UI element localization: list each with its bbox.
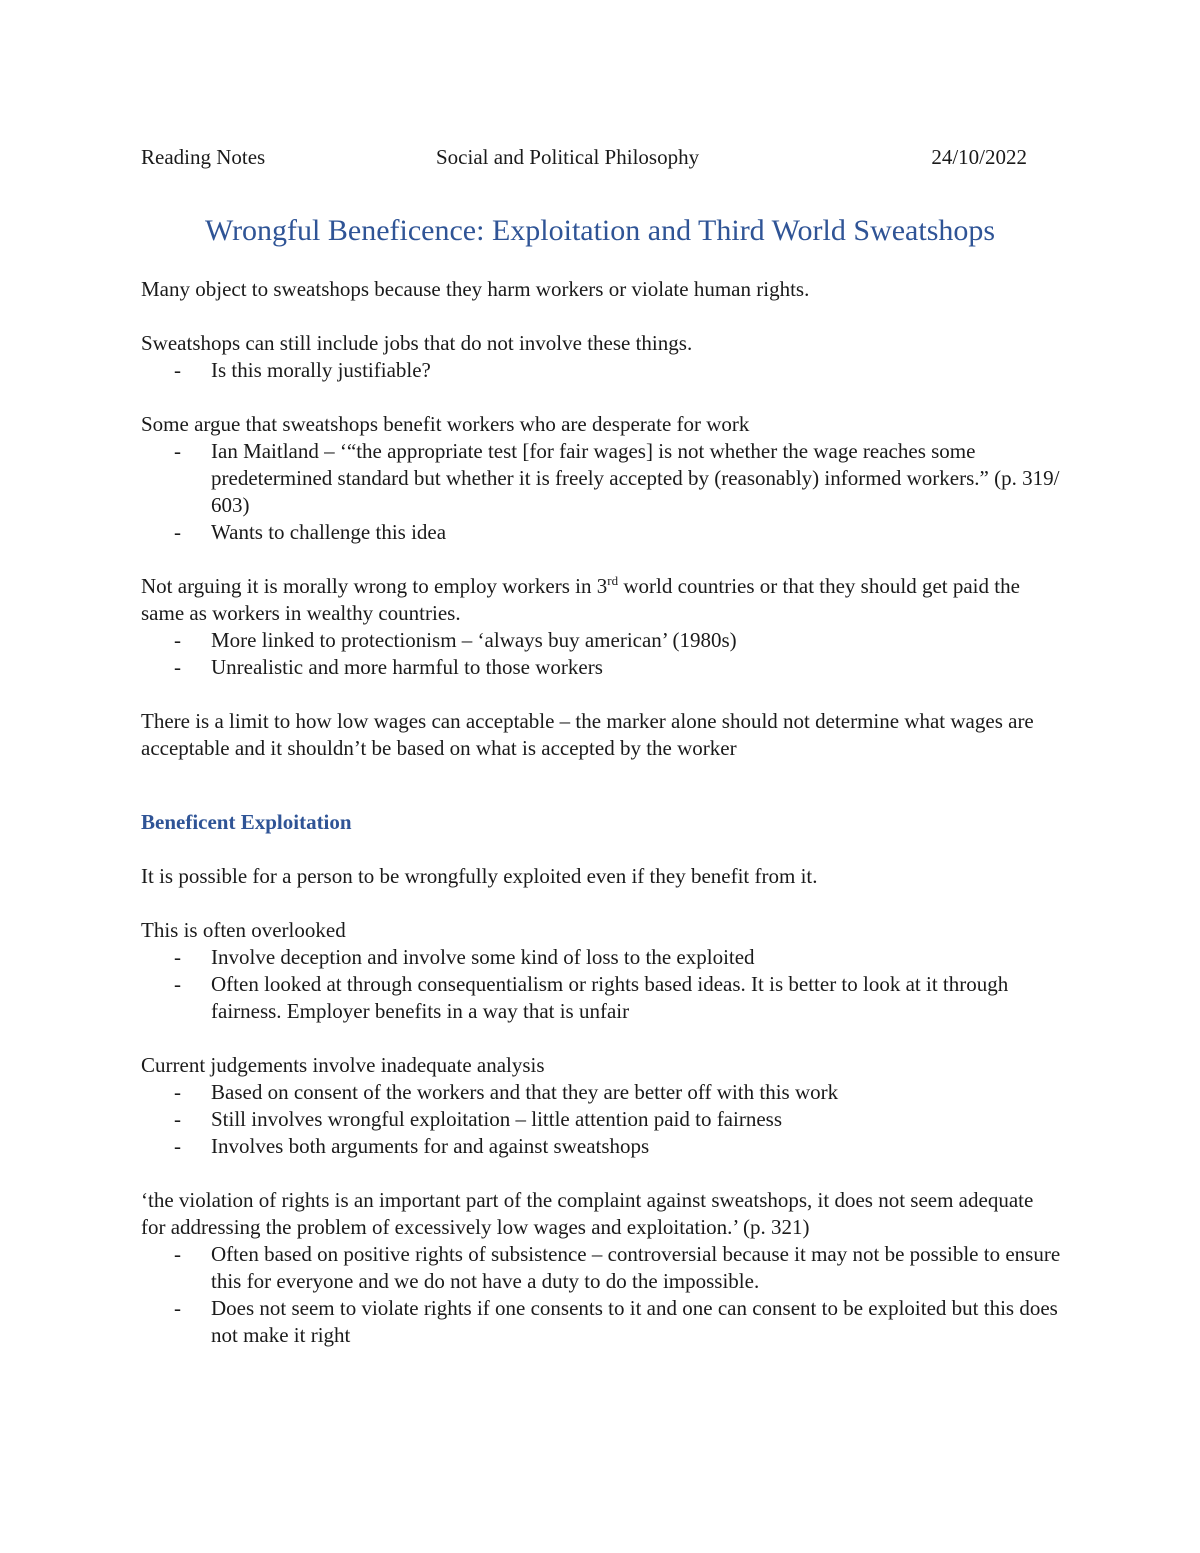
- paragraph-2: Sweatshops can still include jobs that do not involve these things.: [141, 331, 693, 355]
- document-body: [141, 276, 1061, 1349]
- list-8: [141, 1079, 1061, 1160]
- dash-bullet: -: [174, 1134, 181, 1158]
- dash-bullet: -: [174, 520, 181, 544]
- list-2: [141, 357, 1061, 384]
- list-item: - Based on consent of the workers and that they are better off with this work: [174, 1080, 839, 1104]
- list-item: - Wants to challenge this idea: [174, 520, 447, 544]
- list-item: - Does not seem to violate rights if one consents to it and one can consent to be exploited but this does not make it right: [174, 1296, 1058, 1347]
- paragraph-7: This is often overlooked: [141, 918, 346, 942]
- list-item: - Is this morally justifiable?: [174, 358, 431, 382]
- dash-bullet: -: [174, 945, 181, 969]
- dash-bullet: -: [174, 655, 181, 679]
- dash-bullet: -: [174, 1080, 181, 1104]
- document-header: [141, 142, 1027, 172]
- list-item: - Ian Maitland – ‘“the appropriate test [for fair wages] is not whether the wage reaches some predetermined standard but whether it is freely accepted by (reasonably) informed workers.” (p. 319/ 603): [174, 439, 1060, 517]
- header-center: Social and Political Philosophy: [436, 145, 700, 169]
- list-item: - Often based on positive rights of subsistence – controversial because it may not be possible to ensure this for everyone and we do not have a duty to do the impossible.: [174, 1242, 1061, 1293]
- list-item: - Still involves wrongful exploitation – little attention paid to fairness: [174, 1107, 782, 1131]
- section-heading: Beneficent Exploitation: [141, 810, 352, 834]
- dash-bullet: -: [174, 1242, 181, 1266]
- header-date: 24/10/2022: [931, 145, 1027, 169]
- paragraph-8: Current judgements involve inadequate analysis: [141, 1053, 545, 1077]
- paragraph-5: There is a limit to how low wages can acceptable – the marker alone should not determine what wages are acceptable and it shouldn’t be based on what is accepted by the worker: [141, 709, 1034, 760]
- dash-bullet: -: [174, 439, 181, 463]
- list-item: - Unrealistic and more harmful to those workers: [174, 655, 603, 679]
- dash-bullet: -: [174, 358, 181, 382]
- list-7: [141, 944, 1061, 1025]
- dash-bullet: -: [174, 628, 181, 652]
- paragraph-4: Not arguing it is morally wrong to employ workers in 3rd world countries or that they should get paid the same as workers in wealthy countries.: [141, 573, 1020, 625]
- paragraph-1: Many object to sweatshops because they harm workers or violate human rights.: [141, 277, 810, 301]
- list-item: - More linked to protectionism – ‘always buy american’ (1980s): [174, 628, 737, 652]
- paragraph-6: It is possible for a person to be wrongfully exploited even if they benefit from it.: [141, 864, 818, 888]
- list-item: - Often looked at through consequentialism or rights based ideas. It is better to look at it through fairness. Employer benefits in a way that is unfair: [174, 972, 1009, 1023]
- header-left: Reading Notes: [141, 145, 266, 169]
- dash-bullet: -: [174, 1296, 181, 1320]
- list-item: - Involve deception and involve some kind of loss to the exploited: [174, 945, 755, 969]
- list-3: [141, 438, 1061, 546]
- document-title: Wrongful Beneficence: Exploitation and Third World Sweatshops: [204, 214, 996, 247]
- list-9: [141, 1241, 1061, 1349]
- dash-bullet: -: [174, 1107, 181, 1131]
- paragraph-3: Some argue that sweatshops benefit workers who are desperate for work: [141, 412, 750, 436]
- list-item: - Involves both arguments for and against sweatshops: [174, 1134, 650, 1158]
- list-4: [141, 627, 1061, 681]
- paragraph-9-quote: ‘the violation of rights is an important part of the complaint against sweatshops, it does not seem adequate for addressing the problem of excessively low wages and exploitation.’ (p. 321): [141, 1188, 1034, 1239]
- dash-bullet: -: [174, 972, 181, 996]
